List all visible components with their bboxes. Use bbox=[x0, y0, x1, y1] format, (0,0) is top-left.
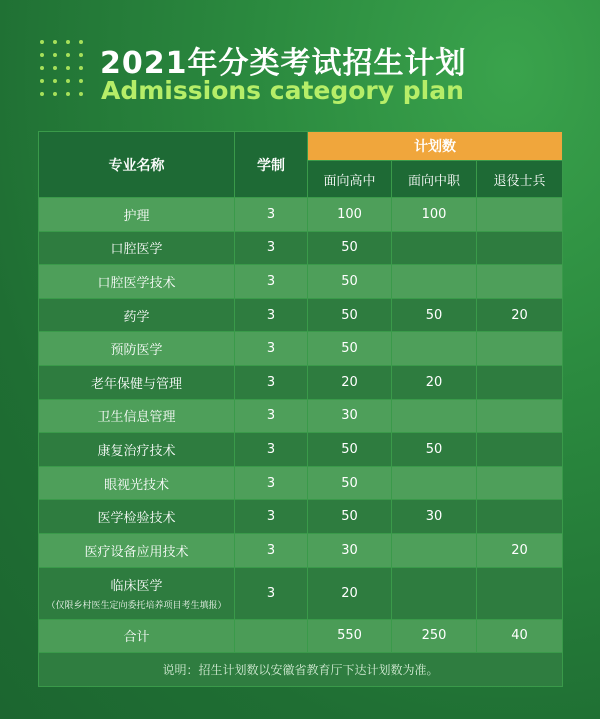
cell-vocational bbox=[392, 231, 477, 265]
cell-high-school: 50 bbox=[308, 231, 392, 265]
cell-veterans bbox=[477, 500, 563, 534]
cell-high-school: 50 bbox=[308, 500, 392, 534]
cell-vocational bbox=[392, 567, 477, 619]
cell-veterans bbox=[477, 399, 563, 433]
table-row bbox=[39, 399, 563, 433]
cell-high-school: 30 bbox=[308, 533, 392, 567]
total-veterans: 40 bbox=[477, 619, 563, 653]
cell-veterans bbox=[477, 332, 563, 366]
cell-veterans bbox=[477, 231, 563, 265]
cell-veterans: 20 bbox=[477, 298, 563, 332]
cell-veterans bbox=[477, 198, 563, 232]
cell-high-school: 30 bbox=[308, 399, 392, 433]
cell-veterans bbox=[477, 365, 563, 399]
cell-high-school: 50 bbox=[308, 466, 392, 500]
cell-veterans bbox=[477, 466, 563, 500]
cell-major-note: （仅限乡村医生定向委托培养项目考生填报） bbox=[46, 601, 227, 612]
cell-major: 医学检验技术 bbox=[39, 500, 235, 534]
cell-vocational bbox=[392, 466, 477, 500]
table-row bbox=[39, 198, 563, 232]
header-high-school: 面向高中 bbox=[308, 161, 392, 198]
header-vocational: 面向中职 bbox=[392, 161, 477, 198]
cell-high-school: 20 bbox=[308, 365, 392, 399]
cell-major: 医疗设备应用技术 bbox=[39, 533, 235, 567]
cell-vocational: 100 bbox=[392, 198, 477, 232]
header-major: 专业名称 bbox=[39, 132, 235, 198]
cell-high-school: 50 bbox=[308, 332, 392, 366]
decorative-dot-grid bbox=[40, 40, 86, 98]
cell-duration: 3 bbox=[235, 533, 308, 567]
cell-major: 老年保健与管理 bbox=[39, 365, 235, 399]
total-row bbox=[39, 619, 563, 653]
total-duration bbox=[235, 619, 308, 653]
total-label: 合计 bbox=[39, 619, 235, 653]
header-plan-count: 计划数 bbox=[308, 132, 563, 161]
cell-major: 康复治疗技术 bbox=[39, 433, 235, 467]
cell-duration: 3 bbox=[235, 231, 308, 265]
footnote: 说明：招生计划数以安徽省教育厅下达计划数为准。 bbox=[39, 653, 563, 687]
cell-vocational: 50 bbox=[392, 433, 477, 467]
admissions-table bbox=[38, 131, 563, 687]
cell-vocational: 50 bbox=[392, 298, 477, 332]
cell-veterans bbox=[477, 567, 563, 619]
cell-major: 口腔医学 bbox=[39, 231, 235, 265]
page-subtitle: Admissions category plan bbox=[101, 76, 464, 105]
cell-veterans: 20 bbox=[477, 533, 563, 567]
cell-high-school: 100 bbox=[308, 198, 392, 232]
cell-vocational bbox=[392, 399, 477, 433]
table-row bbox=[39, 298, 563, 332]
cell-duration: 3 bbox=[235, 466, 308, 500]
header-duration: 学制 bbox=[235, 132, 308, 198]
cell-duration: 3 bbox=[235, 265, 308, 299]
table-row bbox=[39, 231, 563, 265]
cell-major: 护理 bbox=[39, 198, 235, 232]
cell-high-school: 50 bbox=[308, 298, 392, 332]
admissions-table-container bbox=[38, 131, 562, 687]
footnote-row bbox=[39, 653, 563, 687]
cell-major-name: 临床医学 bbox=[110, 579, 163, 595]
cell-high-school: 20 bbox=[308, 567, 392, 619]
cell-vocational: 30 bbox=[392, 500, 477, 534]
header-veterans: 退役士兵 bbox=[477, 161, 563, 198]
cell-vocational bbox=[392, 332, 477, 366]
cell-duration: 3 bbox=[235, 433, 308, 467]
table-row bbox=[39, 332, 563, 366]
table-row bbox=[39, 265, 563, 299]
cell-vocational bbox=[392, 533, 477, 567]
table-row bbox=[39, 533, 563, 567]
cell-major: 口腔医学技术 bbox=[39, 265, 235, 299]
cell-duration: 3 bbox=[235, 365, 308, 399]
cell-veterans bbox=[477, 433, 563, 467]
cell-high-school: 50 bbox=[308, 433, 392, 467]
table-row bbox=[39, 365, 563, 399]
cell-major: 眼视光技术 bbox=[39, 466, 235, 500]
cell-major bbox=[39, 567, 235, 619]
page-title: 2021年分类考试招生计划 bbox=[100, 46, 467, 81]
cell-duration: 3 bbox=[235, 399, 308, 433]
cell-veterans bbox=[477, 265, 563, 299]
cell-major: 预防医学 bbox=[39, 332, 235, 366]
table-row bbox=[39, 466, 563, 500]
table-row bbox=[39, 433, 563, 467]
cell-duration: 3 bbox=[235, 567, 308, 619]
cell-duration: 3 bbox=[235, 198, 308, 232]
cell-duration: 3 bbox=[235, 298, 308, 332]
cell-duration: 3 bbox=[235, 500, 308, 534]
cell-vocational bbox=[392, 265, 477, 299]
cell-duration: 3 bbox=[235, 332, 308, 366]
total-high-school: 550 bbox=[308, 619, 392, 653]
table-row bbox=[39, 500, 563, 534]
cell-major: 药学 bbox=[39, 298, 235, 332]
cell-major: 卫生信息管理 bbox=[39, 399, 235, 433]
table-row bbox=[39, 567, 563, 619]
cell-high-school: 50 bbox=[308, 265, 392, 299]
total-vocational: 250 bbox=[392, 619, 477, 653]
cell-vocational: 20 bbox=[392, 365, 477, 399]
